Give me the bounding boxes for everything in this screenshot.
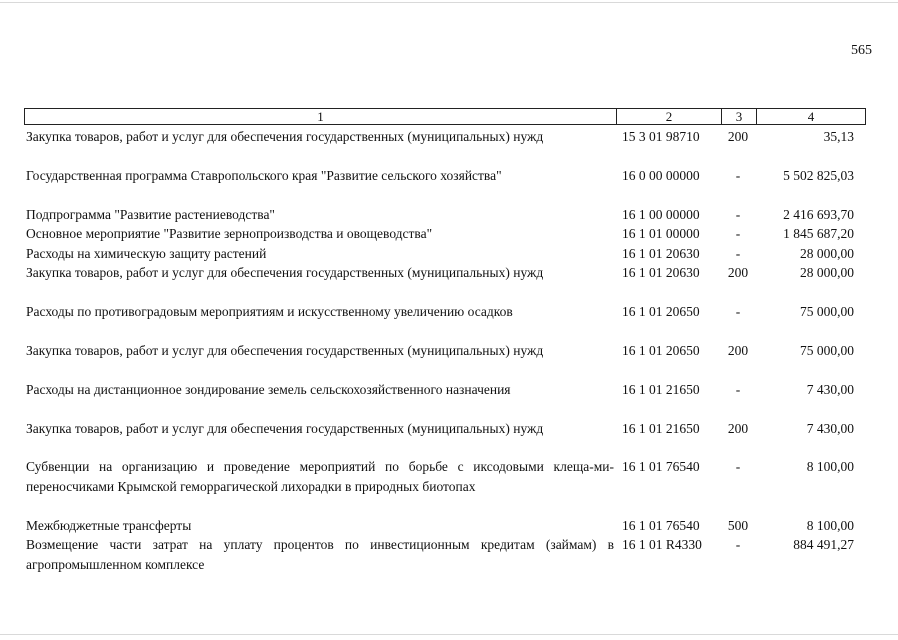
row-name: Закупка товаров, работ и услуг для обеспечения государственных (муниципальных) нужд (26, 343, 544, 358)
row-amount: 28 000,00 (800, 265, 854, 280)
row-name: Расходы на дистанционное зондирование земель сельскохозяйственного назначения (26, 382, 511, 397)
row-code: 16 1 01 R4330 (622, 537, 702, 552)
row-type: 200 (727, 265, 749, 280)
row-amount: 8 100,00 (806, 459, 854, 474)
row-type: - (735, 459, 741, 474)
row-type: 500 (727, 518, 749, 533)
header-col-4: 4 (807, 109, 815, 124)
row-code: 16 1 01 20650 (622, 304, 700, 319)
row-code: 16 1 01 76540 (622, 459, 700, 474)
row-type: 200 (727, 421, 749, 436)
row-code: 16 1 01 20630 (622, 246, 700, 261)
row-name: Закупка товаров, работ и услуг для обеспечения государственных (муниципальных) нужд (26, 265, 544, 280)
row-name: Субвенции на организацию и проведение мероприятий по борьбе с иксодовыми клеща-ми-переносчиками Крымской геморрагической лихорадки в природных биотопах (26, 459, 614, 494)
row-name: Возмещение части затрат на уплату процентов по инвестиционным кредитам (займам) в агропромышленном комплексе (26, 537, 614, 572)
row-amount: 1 845 687,20 (783, 226, 854, 241)
row-type: 200 (727, 343, 749, 358)
row-code: 16 1 01 20650 (622, 343, 700, 358)
row-type: - (735, 226, 741, 241)
row-amount: 75 000,00 (800, 343, 854, 358)
row-amount: 35,13 (823, 129, 854, 144)
scan-edge-top (0, 2, 898, 3)
row-type: 200 (727, 129, 749, 144)
row-type: - (735, 207, 741, 222)
row-type: - (735, 246, 741, 261)
row-code: 16 1 01 21650 (622, 421, 700, 436)
row-code: 16 0 00 00000 (622, 168, 700, 183)
row-name: Закупка товаров, работ и услуг для обеспечения государственных (муниципальных) нужд (26, 129, 544, 144)
row-amount: 2 416 693,70 (783, 207, 854, 222)
row-code: 16 1 00 00000 (622, 207, 700, 222)
row-name: Расходы по противоградовым мероприятиям и искусственному увеличению осадков (26, 304, 513, 319)
row-code: 15 3 01 98710 (622, 129, 700, 144)
scan-edge-bottom (0, 634, 898, 635)
row-code: 16 1 01 20630 (622, 265, 700, 280)
page-number: 565 (851, 43, 872, 58)
row-amount: 28 000,00 (800, 246, 854, 261)
row-name: Подпрограмма "Развитие растениеводства" (26, 207, 275, 222)
row-name: Закупка товаров, работ и услуг для обеспечения государственных (муниципальных) нужд (26, 421, 544, 436)
row-amount: 884 491,27 (793, 537, 854, 552)
header-col-3: 3 (722, 109, 757, 124)
row-name: Государственная программа Ставропольского края "Развитие сельского хозяйства" (26, 168, 502, 183)
row-type: - (735, 537, 741, 552)
row-type: - (735, 382, 741, 397)
row-type: - (735, 304, 741, 319)
row-amount: 5 502 825,03 (783, 168, 854, 183)
row-code: 16 1 01 00000 (622, 226, 700, 241)
row-amount: 75 000,00 (800, 304, 854, 319)
header-col-2: 2 (617, 109, 722, 124)
row-code: 16 1 01 76540 (622, 518, 700, 533)
table-header (24, 108, 866, 125)
row-amount: 7 430,00 (806, 421, 854, 436)
row-amount: 8 100,00 (806, 518, 854, 533)
row-name: Расходы на химическую защиту растений (26, 246, 267, 261)
row-name: Межбюджетные трансферты (26, 518, 192, 533)
row-code: 16 1 01 21650 (622, 382, 700, 397)
row-name: Основное мероприятие "Развитие зернопроизводства и овощеводства" (26, 226, 433, 241)
row-type: - (735, 168, 741, 183)
header-col-1: 1 (25, 109, 617, 124)
row-amount: 7 430,00 (806, 382, 854, 397)
